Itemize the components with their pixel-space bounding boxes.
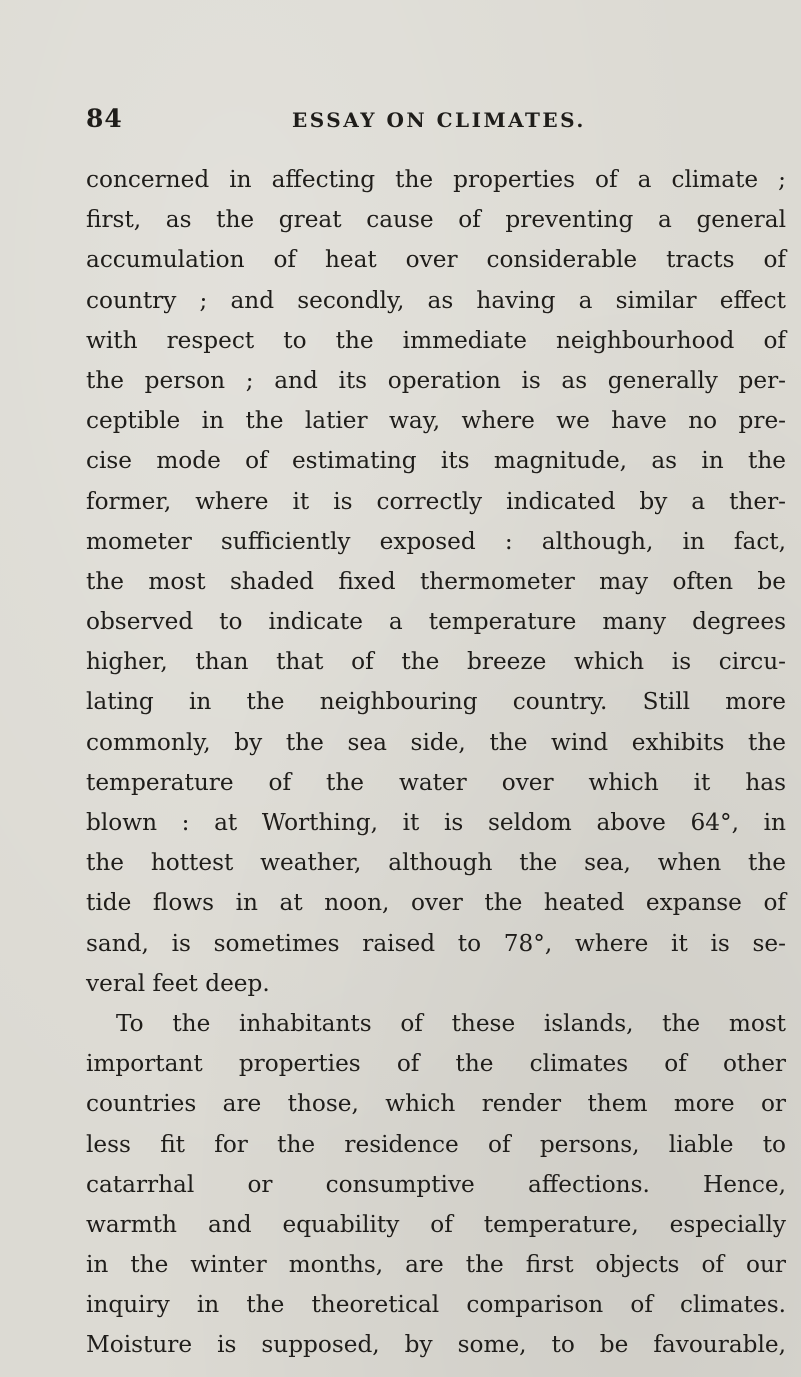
text-line: warmth and equability of temperature, especially [86,1210,786,1238]
text-line: Moisture is supposed, by some, to be favourable, [86,1331,786,1359]
text-line: important properties of the climates of other [86,1050,786,1078]
text-line: first, as the great cause of preventing a general [86,206,786,234]
text-line: former, where it is correctly indicated by a ther- [86,487,786,515]
text-line: catarrhal or consumptive affections. Hence, [86,1170,786,1198]
body-text [86,160,786,1366]
text-line: veral feet deep. [86,969,270,997]
text-line: higher, than that of the breeze which is circu- [86,648,786,676]
text-line: cise mode of estimating its magnitude, as in the [86,447,786,475]
page-number: 84 [86,104,123,133]
text-line: the person ; and its operation is as generally per- [86,366,786,394]
text-line: temperature of the water over which it has [86,768,786,796]
text-line: the hottest weather, although the sea, when the [86,849,786,877]
text-line: observed to indicate a temperature many degrees [86,608,786,636]
text-line: the most shaded fixed thermometer may often be [86,567,786,595]
page-header [0,104,801,144]
text-line: blown : at Worthing, it is seldom above 64°, in [86,809,786,836]
text-line: concerned in affecting the properties of a climate ; [86,166,786,193]
text-line: in the winter months, are the first objects of our [86,1251,786,1279]
running-head: ESSAY ON CLIMATES. [292,108,586,132]
text-line: To the inhabitants of these islands, the most [116,1009,786,1037]
text-line: lating in the neighbouring country. Still more [86,688,786,716]
text-line: tide flows in at noon, over the heated expanse of [86,889,786,917]
text-line: sand, is sometimes raised to 78°, where it is se- [86,929,786,957]
text-line: countries are those, which render them more or [86,1090,786,1118]
text-line: inquiry in the theoretical comparison of climates. [86,1291,786,1319]
text-line: less fit for the residence of persons, liable to [86,1130,786,1158]
text-line: country ; and secondly, as having a similar effect [86,286,786,314]
text-line: with respect to the immediate neighbourhood of [86,326,786,354]
text-line: commonly, by the sea side, the wind exhibits the [86,728,786,756]
text-line: mometer sufficiently exposed : although, in fact, [86,527,786,555]
text-line: ceptible in the latier way, where we have no pre- [86,407,786,435]
text-line: accumulation of heat over considerable tracts of [86,246,786,274]
